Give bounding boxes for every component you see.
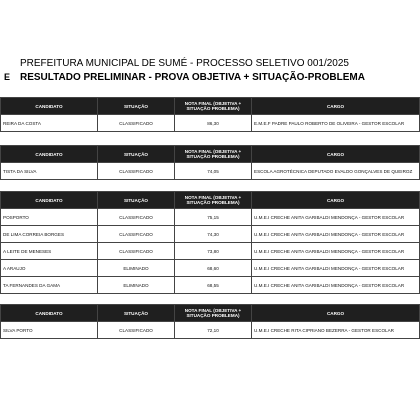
cell-candidato: A ARAUJO [1, 260, 98, 277]
cell-cargo: U.M.E.I CRECHE ANITA GARIBALDI MENDONÇA - GESTOR ESCOLAR [252, 277, 420, 294]
cell-candidato: SILVA PORTO [1, 322, 98, 339]
cell-situacao: CLASSIFICADO [98, 243, 175, 260]
cell-situacao: CLASSIFICADO [98, 115, 175, 132]
cell-nota: 68,60 [175, 260, 252, 277]
col-header-nota: NOTA FINAL (OBJETIVA + SITUAÇÃO PROBLEMA) [175, 305, 252, 322]
col-header-cargo: CARGO [252, 98, 420, 115]
cell-candidato: REIRA DA COSTA [1, 115, 98, 132]
cell-candidato: DE LIMA CORREIA BORGES [1, 226, 98, 243]
results-table-4 [0, 304, 420, 339]
left-margin-mark: E [4, 72, 11, 82]
table-header-row [1, 98, 420, 115]
table-row [1, 209, 420, 226]
col-header-cargo: CARGO [252, 305, 420, 322]
col-header-situacao: SITUAÇÃO [98, 98, 175, 115]
cell-cargo: U.M.E.I CRECHE RITA CIPRIANO BEZERRA - GESTOR ESCOLAR [252, 322, 420, 339]
table-row [1, 277, 420, 294]
table-row [1, 226, 420, 243]
cell-cargo: U.M.E.I CRECHE ANITA GARIBALDI MENDONÇA - GESTOR ESCOLAR [252, 209, 420, 226]
col-header-nota: NOTA FINAL (OBJETIVA + SITUAÇÃO PROBLEMA) [175, 146, 252, 163]
table-header-row [1, 146, 420, 163]
page-title: PREFEITURA MUNICIPAL DE SUMÉ - PROCESSO SELETIVO 001/2025 [20, 58, 349, 69]
cell-nota: 68,55 [175, 277, 252, 294]
cell-nota: 86,30 [175, 115, 252, 132]
cell-situacao: CLASSIFICADO [98, 209, 175, 226]
cell-candidato: A LEITE DE MENESES [1, 243, 98, 260]
table-row [1, 115, 420, 132]
cell-nota: 72,10 [175, 322, 252, 339]
table-row [1, 243, 420, 260]
cell-situacao: CLASSIFICADO [98, 322, 175, 339]
document-header [20, 57, 420, 85]
cell-cargo: ESCOLA AGROTÉCNICA DEPUTADO EVALDO GONÇALVES DE QUEIROZ [252, 163, 420, 180]
col-header-nota: NOTA FINAL (OBJETIVA + SITUAÇÃO PROBLEMA) [175, 192, 252, 209]
cell-nota: 75,15 [175, 209, 252, 226]
results-table-1 [0, 97, 420, 132]
cell-nota: 74,30 [175, 226, 252, 243]
table-row [1, 260, 420, 277]
cell-candidato: TISTA DA SILVA [1, 163, 98, 180]
cell-candidato: POSPORTO [1, 209, 98, 226]
table-row [1, 322, 420, 339]
cell-nota: 74,05 [175, 163, 252, 180]
cell-candidato: TA FERNANDES DA GAMA [1, 277, 98, 294]
col-header-situacao: SITUAÇÃO [98, 192, 175, 209]
cell-cargo: U.M.E.I CRECHE ANITA GARIBALDI MENDONÇA - GESTOR ESCOLAR [252, 260, 420, 277]
col-header-cargo: CARGO [252, 192, 420, 209]
table-row [1, 163, 420, 180]
cell-nota: 73,80 [175, 243, 252, 260]
col-header-candidato: CANDIDATO [1, 146, 98, 163]
cell-situacao: ELIMINADO [98, 277, 175, 294]
col-header-cargo: CARGO [252, 146, 420, 163]
col-header-candidato: CANDIDATO [1, 192, 98, 209]
col-header-candidato: CANDIDATO [1, 305, 98, 322]
cell-situacao: CLASSIFICADO [98, 226, 175, 243]
col-header-candidato: CANDIDATO [1, 98, 98, 115]
page-subtitle: RESULTADO PRELIMINAR - PROVA OBJETIVA + SITUAÇÃO-PROBLEMA [20, 72, 365, 83]
cell-cargo: E.M.E.F PADRE PAULO ROBERTO DE OLIVEIRA - GESTOR ESCOLAR [252, 115, 420, 132]
results-table-2 [0, 145, 420, 180]
cell-situacao: CLASSIFICADO [98, 163, 175, 180]
col-header-situacao: SITUAÇÃO [98, 305, 175, 322]
cell-cargo: U.M.E.I CRECHE ANITA GARIBALDI MENDONÇA - GESTOR ESCOLAR [252, 226, 420, 243]
results-table-3 [0, 191, 420, 294]
cell-situacao: ELIMINADO [98, 260, 175, 277]
cell-cargo: U.M.E.I CRECHE ANITA GARIBALDI MENDONÇA - GESTOR ESCOLAR [252, 243, 420, 260]
table-header-row [1, 305, 420, 322]
table-header-row [1, 192, 420, 209]
col-header-situacao: SITUAÇÃO [98, 146, 175, 163]
col-header-nota: NOTA FINAL (OBJETIVA + SITUAÇÃO PROBLEMA) [175, 98, 252, 115]
